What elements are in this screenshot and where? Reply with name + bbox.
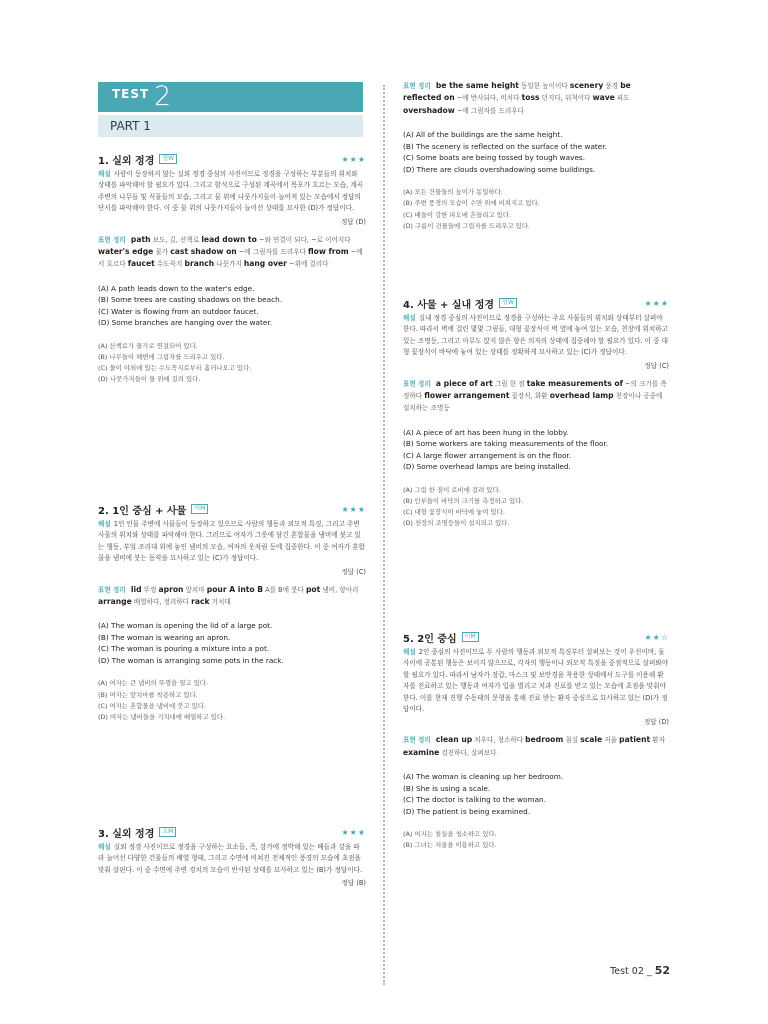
vocab-meaning: ~에 그림자를 드리우다 bbox=[456, 106, 524, 115]
question-title bbox=[98, 502, 366, 516]
explanation-label: 해설 bbox=[98, 520, 111, 528]
vocab-meaning: 거치대 bbox=[211, 598, 231, 607]
explanation-text: 실외 정경 사진이므로 정경을 구성하는 요소들, 즉, 강가에 정박해 있는 배들과 강을 따라 늘어선 다양한 건물들의 배열 형태, 그리고 수면에 비쳐진 전체적인 풍경의 모습에 초점을 맞춰 살핀다. 이 중 수면에 주변 경치의 모습이 반사된 상태를 묘사하고 있는 (B)가 정답이다. bbox=[98, 843, 363, 874]
vocab-meaning: ~와 연결이 되다, ~로 이어지다 bbox=[258, 235, 351, 244]
question-heading: 2. 1인 중심 + 사물 bbox=[98, 505, 187, 517]
question-4 bbox=[403, 296, 669, 530]
explanation-label: 해설 bbox=[403, 648, 416, 656]
vocab-meaning: 꽃장식, 화환 bbox=[511, 392, 548, 401]
vocab-term: lead down to bbox=[201, 234, 257, 244]
vocab-meaning: ~의 크기를 측정하다 bbox=[403, 379, 667, 401]
translation-a: (A) 여자는 큰 냄비의 뚜껑을 열고 있다. bbox=[98, 679, 209, 688]
translation-b: (B) 그녀는 저울을 이용하고 있다. bbox=[403, 841, 497, 850]
vocab-label: 표현 정리 bbox=[403, 379, 431, 388]
vocab-meaning: 검진하다, 살펴보다 bbox=[441, 748, 497, 757]
vocab-meaning: 천장이나 공중에 설치하는 조명등 bbox=[403, 392, 663, 413]
option-a: (A) The woman is cleaning up her bedroom. bbox=[403, 772, 564, 782]
speaker-tag: 영W bbox=[159, 154, 177, 164]
vocab-term: take measurements of bbox=[526, 378, 623, 388]
explanation bbox=[403, 313, 669, 359]
vocab-meaning: ~에 그림자를 드리우다 bbox=[238, 248, 306, 257]
question-3 bbox=[98, 825, 366, 887]
vocab-term: pot bbox=[305, 584, 321, 594]
translation-c: (C) 여자는 혼합물을 냄비에 붓고 있다. bbox=[98, 701, 207, 710]
vocab-term: overshadow bbox=[403, 105, 455, 115]
explanation-label: 해설 bbox=[403, 314, 416, 322]
vocab-meaning: 저울 bbox=[604, 736, 618, 745]
translation-b: (B) 여자는 앞치마를 착용하고 있다. bbox=[98, 690, 198, 699]
difficulty-stars: ★★☆ bbox=[644, 632, 669, 642]
page-footer bbox=[610, 964, 670, 977]
vocab-term: toss bbox=[521, 93, 540, 103]
translation-a: (A) 산책로가 물가로 연결되어 있다. bbox=[98, 341, 198, 350]
explanation bbox=[403, 647, 669, 715]
option-a: (A) The woman is opening the lid of a large pot. bbox=[98, 621, 273, 631]
vocab-meaning: ~에 반사되다, 비치다 bbox=[456, 94, 520, 103]
translations bbox=[98, 341, 366, 386]
options bbox=[98, 620, 366, 666]
translation-c: (C) 대형 꽃장식이 바닥에 놓여 있다. bbox=[403, 508, 505, 517]
question-heading: 1. 실외 정경 bbox=[98, 155, 155, 167]
option-c: (C) A large flower arrangement is on the floor. bbox=[403, 450, 572, 460]
translation-a: (A) 여자는 침실을 청소하고 있다. bbox=[403, 830, 497, 839]
option-d: (D) There are clouds overshadowing some buildings. bbox=[403, 164, 596, 174]
explanation bbox=[98, 842, 366, 876]
vocab-term: arrange bbox=[98, 597, 132, 607]
vocab-meaning: ~에서 흐르다 bbox=[98, 248, 363, 269]
difficulty-stars: ★★★ bbox=[341, 504, 366, 514]
vocab-label: 표현 정리 bbox=[403, 82, 431, 90]
translation-d: (D) 구름이 건물들에 그림자를 드리우고 있다. bbox=[403, 221, 531, 230]
option-d: (D) The patient is being examined. bbox=[403, 806, 531, 816]
vocab-term: apron bbox=[158, 584, 184, 594]
vocab-meaning: 그림 한 점 bbox=[494, 379, 525, 388]
options bbox=[403, 427, 669, 473]
question-5 bbox=[403, 630, 669, 852]
vocab-label: 표현 정리 bbox=[98, 585, 126, 594]
option-d: (D) Some overhead lamps are being installed. bbox=[403, 462, 571, 472]
translation-d: (D) 천장의 조명등들이 설치되고 있다. bbox=[403, 519, 510, 528]
options bbox=[403, 129, 669, 175]
translation-b: (B) 나무들이 해변에 그림자를 드리우고 있다. bbox=[98, 353, 225, 362]
option-b: (B) Some workers are taking measurements of the floor. bbox=[403, 439, 609, 449]
answer: 정답 (D) bbox=[643, 718, 669, 727]
translations bbox=[403, 829, 669, 851]
vocab-term: be the same height bbox=[435, 81, 519, 90]
question-title bbox=[403, 296, 669, 310]
vocab-term: lid bbox=[130, 584, 142, 594]
vocab-list bbox=[403, 80, 669, 117]
explanation-label: 해설 bbox=[98, 843, 111, 851]
difficulty-stars: ★★★ bbox=[341, 827, 366, 837]
vocab-term: hang over bbox=[243, 259, 287, 269]
speaker-tag: 미M bbox=[191, 504, 208, 514]
translation-d: (D) 나뭇가지들이 물 위에 걸려 있다. bbox=[98, 375, 201, 384]
vocab-meaning: 수도꼭지 bbox=[156, 260, 183, 269]
translation-c: (C) 배들이 강한 파도에 흔들리고 있다. bbox=[403, 210, 512, 219]
vocab-meaning: A를 B에 붓다 bbox=[265, 585, 304, 594]
option-c: (C) The doctor is talking to the woman. bbox=[403, 795, 546, 805]
translations bbox=[98, 678, 366, 723]
answer: 정답 (C) bbox=[644, 361, 669, 370]
option-b: (B) The scenery is reflected on the surface of the water. bbox=[403, 141, 607, 151]
option-a: (A) All of the buildings are the same height. bbox=[403, 130, 563, 140]
option-d: (D) Some branches are hanging over the water. bbox=[98, 318, 273, 328]
vocab-label: 표현 정리 bbox=[98, 235, 126, 244]
explanation-text: 1인 인물 주변에 사물들이 등장하고 있으므로 사람의 행동과 외모적 특징, 그리고 주변 사물의 위치와 상태를 파악해야 한다. 그러므로 여자가 그릇에 담긴 혼합물을 냄비에 붓고 있는 행동, 부엌 조리대 위에 놓인 냄비의 모습, 여자의 옷차림 등에 집중한다. 이 중 여자가 혼합물을 냄비에 붓는 동작을 묘사하고 있는 (C)가 정답이다. bbox=[98, 520, 366, 563]
vocab-term: a piece of art bbox=[435, 378, 493, 388]
vocab-term: faucet bbox=[127, 259, 155, 269]
vocab-term: overhead lamp bbox=[549, 391, 614, 401]
vocab-term: path bbox=[130, 234, 151, 244]
translations bbox=[403, 187, 669, 232]
option-a: (A) A path leads down to the water's edge. bbox=[98, 283, 255, 293]
question-heading: 5. 2인 중심 bbox=[403, 633, 457, 645]
vocab-meaning: 치우다, 청소하다 bbox=[474, 736, 524, 745]
vocab-meaning: 배열하다, 정리하다 bbox=[133, 598, 189, 607]
question-title bbox=[403, 630, 669, 644]
vocab-term: scenery bbox=[569, 81, 604, 90]
speaker-tag: 영W bbox=[499, 298, 517, 308]
column-divider bbox=[383, 85, 385, 985]
explanation-text: 사람이 등장하지 않는 실외 정경 중심의 사진이므로 정경을 구성하는 부분들의 위치와 상태를 파악해야 할 필요가 있다. 그리고 함석으로 구성된 계곡에서 목포가 흐르는 모습, 계곡 주변의 나무들 및 식물들의 모습, 그리고 물 위에 나뭇가지들이 늘어져 있는 모습에서 정답의 단서를 파악해야 한다. 이 중 물 위의 나뭇가지들이 늘어선 상태를 묘사한 (D)가 정답이다. bbox=[98, 170, 364, 213]
answer: 정답 (D) bbox=[340, 217, 366, 226]
difficulty-stars: ★★★ bbox=[644, 298, 669, 308]
question-heading: 3. 실외 정경 bbox=[98, 828, 155, 840]
vocab-term: flower arrangement bbox=[424, 391, 510, 401]
vocab-term: be reflected on bbox=[403, 81, 631, 103]
test-band bbox=[98, 82, 363, 112]
question-heading: 4. 사물 + 실내 정경 bbox=[403, 299, 495, 311]
option-c: (C) The woman is pouring a mixture into a pot. bbox=[98, 644, 270, 654]
option-c: (C) Some boats are being tossed by tough waves. bbox=[403, 153, 586, 163]
test-number: 2 bbox=[154, 81, 172, 112]
vocab-meaning: 나뭇가지 bbox=[216, 260, 242, 269]
vocab-meaning: 동일한 높이이다 bbox=[521, 82, 568, 90]
vocab-list bbox=[403, 734, 669, 759]
translation-d: (D) 여자는 냄비들을 거치대에 배열하고 있다. bbox=[98, 713, 226, 722]
vocab-meaning: 물가 bbox=[155, 248, 169, 257]
vocab-term: clean up bbox=[435, 735, 473, 745]
vocab-term: patient bbox=[619, 735, 651, 745]
options bbox=[403, 771, 669, 817]
vocab-meaning: 뚜껑 bbox=[143, 585, 157, 594]
part-label: PART 1 bbox=[98, 115, 363, 137]
vocab-meaning: 환자 bbox=[652, 736, 665, 745]
translation-c: (C) 물이 야외에 있는 수도꼭지로부터 흘러나오고 있다. bbox=[98, 364, 252, 373]
vocab-meaning: 던지다, 뒤척이다 bbox=[541, 94, 591, 103]
vocab-meaning: 냄비, 항아리 bbox=[322, 585, 359, 594]
question-title bbox=[98, 152, 366, 166]
explanation-text: 2인 중심의 사진이므로 두 사람의 행동과 외모적 특징부터 살펴보는 것이 우선이며, 둘 사이에 공통된 행동은 보이지 않으므로, 각자의 행동이나 외모적 특징을 중점적으로 살펴봐야 할 필요가 있다. 따라서 남자가 장갑, 마스크 및 보안경을 착용한 상태에서 도구를 이용해 환자를 진료하고 있는 행동과 여자가 입을 벌리고 치과 진료를 받고 있는 모습에 초점을 맞춰야 한다. 이를 현재 진행 수동태의 문형을 통해 진료 받는 환자 중심으로 묘사하고 있는 (D)가 정답이다. bbox=[403, 648, 669, 714]
answer: 정답 (B) bbox=[341, 879, 366, 888]
vocab-meaning: 풍경 bbox=[605, 82, 619, 90]
vocab-list bbox=[98, 584, 366, 609]
question-2 bbox=[98, 502, 366, 723]
vocab-label: 표현 정리 bbox=[403, 736, 431, 745]
vocab-meaning: ~위에 걸리다 bbox=[289, 260, 329, 269]
speaker-tag: 호M bbox=[159, 827, 176, 837]
translation-b: (B) 주변 풍경의 모습이 수면 위에 비쳐지고 있다. bbox=[403, 199, 540, 208]
vocab-term: scale bbox=[580, 735, 603, 745]
translation-a: (A) 모든 건물들의 높이가 동일하다. bbox=[403, 188, 503, 197]
option-a: (A) A piece of art has been hung in the lobby. bbox=[403, 427, 569, 437]
vocab-term: water's edge bbox=[98, 247, 154, 257]
option-b: (B) The woman is wearing an apron. bbox=[98, 632, 231, 642]
vocab-meaning: 보도, 길, 산책로 bbox=[152, 235, 200, 244]
question-3-continued bbox=[403, 80, 669, 232]
test-header bbox=[98, 82, 363, 137]
options bbox=[98, 283, 366, 329]
vocab-meaning: 침실 bbox=[565, 736, 579, 745]
vocab-term: rack bbox=[191, 597, 210, 607]
question-1 bbox=[98, 152, 366, 386]
vocab-term: flow from bbox=[307, 247, 349, 257]
question-title bbox=[98, 825, 366, 839]
explanation-label: 해설 bbox=[98, 170, 111, 178]
explanation-text: 실내 정경 중심의 사진이므로 정경을 구성하는 주요 사물들의 위치와 상태부터 살펴야 한다. 따라서 벽에 걸린 몇몇 그림들, 대형 꽃장식이 벽 옆에 놓여 있는 모습, 천장에 위치하고 있는 조명등, 그리고 아무도 앉지 않은 향은 의자의 상태에 집중해야 할 필요가 있다. 이 중 대형 꽃장식이 바닥에 놓여 있는 상태를 정확하게 묘사하고 있는 (C)가 정답이다. bbox=[403, 314, 668, 357]
vocab-term: cast shadow on bbox=[170, 247, 237, 257]
answer: 정답 (C) bbox=[341, 567, 366, 576]
difficulty-stars: ★★★ bbox=[341, 154, 366, 164]
vocab-term: pour A into B bbox=[206, 584, 264, 594]
vocab-term: wave bbox=[592, 93, 615, 103]
option-b: (B) Some trees are casting shadows on the beach. bbox=[98, 295, 283, 305]
translation-a: (A) 그림 한 점이 로비에 걸려 있다. bbox=[403, 485, 501, 494]
vocab-list bbox=[98, 234, 366, 271]
speaker-tag: 미M bbox=[462, 632, 479, 642]
option-c: (C) Water is flowing from an outdoor faucet. bbox=[98, 306, 259, 316]
vocab-term: branch bbox=[184, 259, 215, 269]
translations bbox=[403, 485, 669, 530]
page-number: 52 bbox=[654, 964, 670, 977]
option-d: (D) The woman is arranging some pots in the rack. bbox=[98, 655, 284, 665]
vocab-list bbox=[403, 378, 669, 415]
vocab-meaning: 파도 bbox=[616, 94, 630, 103]
explanation bbox=[98, 519, 366, 565]
explanation bbox=[98, 169, 366, 215]
vocab-term: examine bbox=[403, 747, 440, 757]
vocab-term: bedroom bbox=[525, 735, 564, 745]
vocab-meaning: 앞치마 bbox=[185, 585, 205, 594]
option-b: (B) She is using a scale. bbox=[403, 783, 491, 793]
translation-b: (B) 인부들이 바닥의 크기를 측정하고 있다. bbox=[403, 497, 524, 506]
footer-test-label: Test 02 _ bbox=[610, 966, 652, 977]
test-label: TEST bbox=[112, 87, 150, 101]
